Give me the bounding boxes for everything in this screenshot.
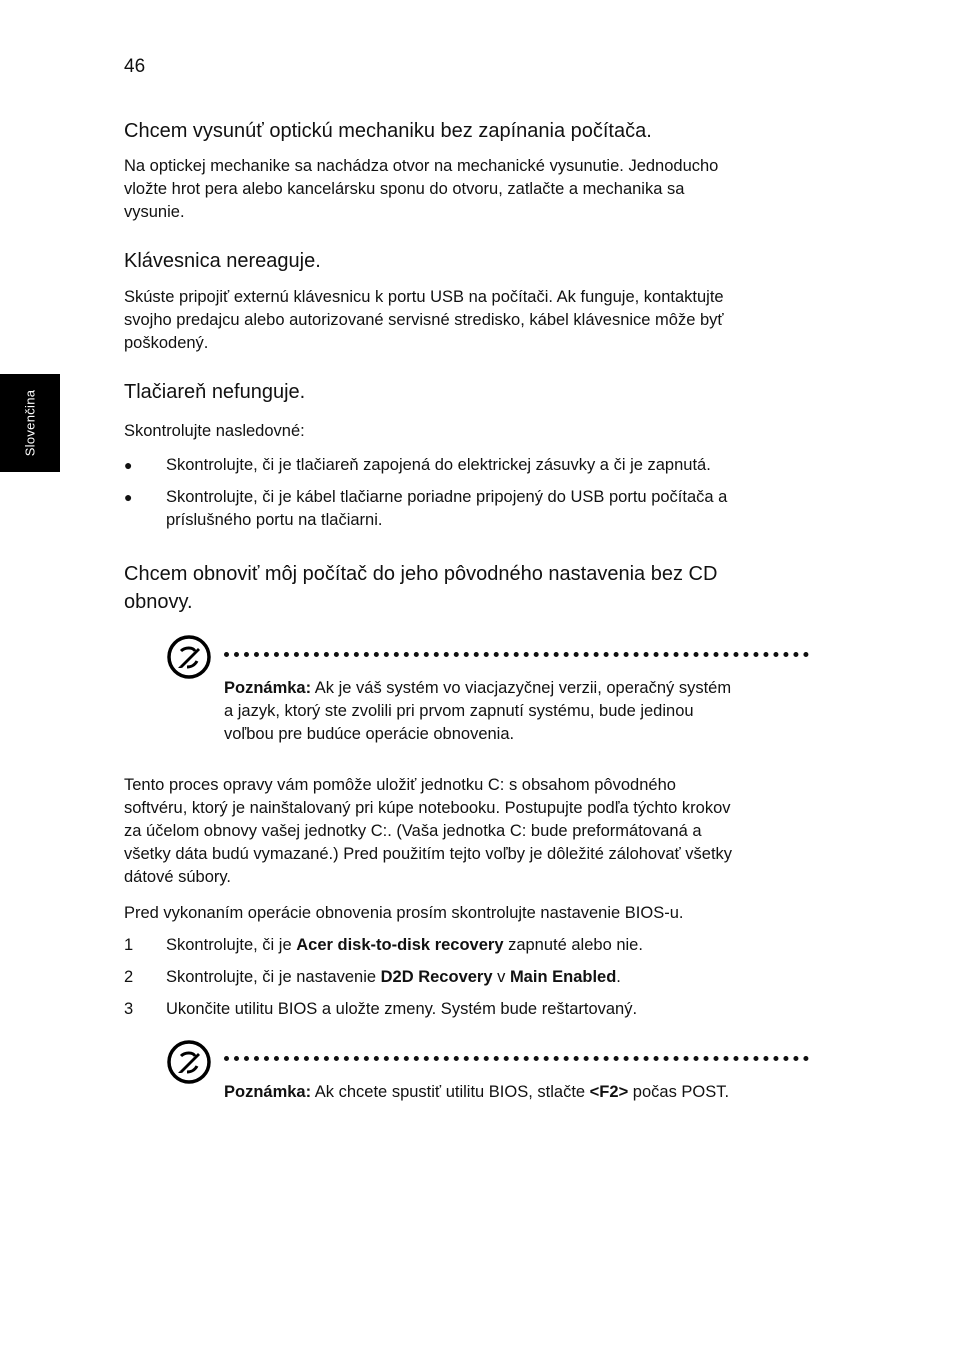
step-text: zapnuté alebo nie. xyxy=(503,936,643,954)
note-text: počas POST. xyxy=(628,1083,730,1101)
list-item xyxy=(166,454,816,477)
heading-recovery xyxy=(124,560,824,616)
bullet-icon: ● xyxy=(124,489,133,505)
text-line: príslušného portu na tlačiarni. xyxy=(166,511,383,529)
step-text: Ukončite utilitu BIOS a uložte zmeny. Systém bude reštartovaný. xyxy=(166,1000,638,1018)
text-line: za účelom obnovy vašej jednotky C:. (Vaša jednotka C: bude preformátovaná a xyxy=(124,822,702,840)
text-line: Skontrolujte, či je kábel tlačiarne poriadne pripojený do USB portu počítača a xyxy=(166,488,728,506)
note-text: Ak je váš systém vo viacjazyčnej verzii, operačný systém xyxy=(311,679,732,697)
bullet-icon: ● xyxy=(124,457,133,473)
note-text: Ak chcete spustiť utilitu BIOS, stlačte xyxy=(311,1083,590,1101)
step-item xyxy=(166,966,816,989)
paragraph-bios-check: Pred vykonaním operácie obnovenia prosím skontrolujte nastavenie BIOS-u. xyxy=(124,904,684,922)
step-number: 3 xyxy=(124,1000,134,1018)
step-text: . xyxy=(616,968,621,986)
text-line: Skúste pripojiť externú klávesnicu k portu USB na počítači. Ak funguje, kontaktujte xyxy=(124,288,724,306)
note-key: <F2> xyxy=(589,1083,629,1101)
note-recovery xyxy=(224,677,804,746)
text-line: dátové súbory. xyxy=(124,868,232,886)
heading-line: obnovy. xyxy=(124,591,193,613)
step-bold: Main Enabled xyxy=(509,968,617,986)
step-bold: Acer disk-to-disk recovery xyxy=(296,936,504,954)
text-line: vložte hrot pera alebo kancelársku sponu do otvoru, zatlačte a mechanika sa xyxy=(124,180,685,198)
language-side-tab xyxy=(0,374,60,472)
step-text: Skontrolujte, či je xyxy=(166,936,297,954)
note-divider xyxy=(224,1056,809,1061)
heading-printer: Tlačiareň nefunguje. xyxy=(124,381,306,403)
text-line: všetky dáta budú vymazané.) Pred použitím tejto voľby je dôležité zálohovať všetky xyxy=(124,845,733,863)
step-text: v xyxy=(492,968,510,986)
text-line: softvéru, ktorý je nainštalovaný pri kúpe notebooku. Postupujte podľa týchto krokov xyxy=(124,799,731,817)
heading-eject-drive: Chcem vysunúť optickú mechaniku bez zapínania počítača. xyxy=(124,120,652,142)
text-line: Tento proces opravy vám pomôže uložiť jednotku C: s obsahom pôvodného xyxy=(124,776,676,794)
step-number: 1 xyxy=(124,936,134,954)
note-pen-icon xyxy=(167,635,211,679)
step-bold: D2D Recovery xyxy=(380,968,493,986)
heading-keyboard: Klávesnica nereaguje. xyxy=(124,250,321,272)
printer-intro: Skontrolujte nasledovné: xyxy=(124,422,305,440)
page-number: 46 xyxy=(124,56,146,77)
step-text: Skontrolujte, či je nastavenie xyxy=(166,968,381,986)
text-line: vysunie. xyxy=(124,203,185,221)
side-tab-label: Slovenčina xyxy=(22,389,38,457)
text-line: poškodený. xyxy=(124,334,209,352)
note-line: a jazyk, ktorý ste zvolili pri prvom zapnutí systému, bude jedinou xyxy=(224,702,694,720)
paragraph-eject-drive xyxy=(124,155,814,224)
list-item xyxy=(166,486,816,532)
paragraph-recovery xyxy=(124,774,814,889)
note-label: Poznámka: xyxy=(224,679,312,697)
text-line: Skontrolujte, či je tlačiareň zapojená do elektrickej zásuvky a či je zapnutá. xyxy=(166,456,711,474)
note-line: voľbou pre budúce operácie obnovenia. xyxy=(224,725,515,743)
step-item xyxy=(166,934,816,957)
note-line xyxy=(224,677,804,700)
paragraph-keyboard xyxy=(124,286,814,355)
note-pen-icon xyxy=(167,1040,211,1084)
note-divider xyxy=(224,652,809,657)
heading-line: Chcem obnoviť môj počítač do jeho pôvodného nastavenia bez CD xyxy=(124,563,718,585)
note-label: Poznámka: xyxy=(224,1083,312,1101)
step-number: 2 xyxy=(124,968,134,986)
text-line: svojho predajcu alebo autorizované servisné stredisko, kábel klávesnice môže byť xyxy=(124,311,724,329)
step-item xyxy=(166,998,816,1021)
note-bios xyxy=(224,1081,804,1104)
text-line: Na optickej mechanike sa nachádza otvor na mechanické vysunutie. Jednoducho xyxy=(124,157,719,175)
